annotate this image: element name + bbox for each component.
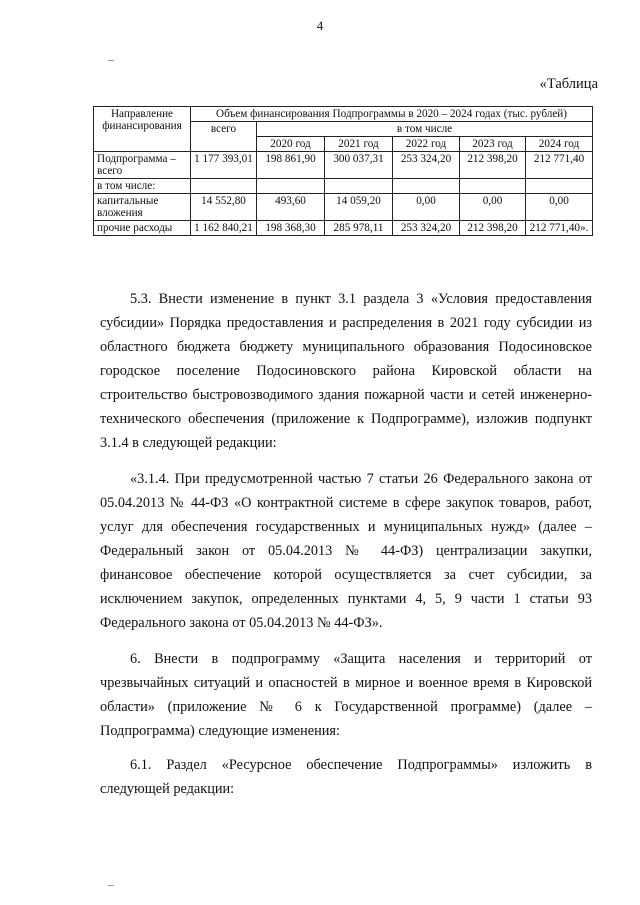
cell-value: 0,00 xyxy=(526,194,593,221)
row-label: капитальные вложения xyxy=(94,194,191,221)
financing-table xyxy=(93,106,593,236)
cell-value: 300 037,31 xyxy=(325,152,393,179)
cell-value: 285 978,11 xyxy=(325,221,393,236)
cell-value: 253 324,20 xyxy=(393,221,460,236)
table-row xyxy=(94,194,593,221)
cell-value: 212 771,40». xyxy=(526,221,593,236)
header-volume: Объем финансирования Подпрограммы в 2020 – 2024 годах (тыс. рублей) xyxy=(191,107,593,122)
cell-value: 0,00 xyxy=(393,194,460,221)
table-row xyxy=(94,179,593,194)
cell-value: 198 368,30 xyxy=(257,221,325,236)
paragraph-5-3: 5.3. Внести изменение в пункт 3.1 раздела 3 «Условия предоставления субсидии» Порядка предоставления и распределения в 2021 году субсидии из областного бюджета бюджету муниципального образования Подосиновское городское поселение Подосиновского района Кировской области на строительство быстровозводимого здания пожарной части и сетей инженерно-технического обеспечения (приложение к Подпрограмме), изложив подпункт 3.1.4 в следующей редакции: xyxy=(100,291,592,451)
cell-value xyxy=(393,179,460,194)
cell-value: 14 552,80 xyxy=(191,194,257,221)
cell-value: 198 861,90 xyxy=(257,152,325,179)
row-label: Подпрограмма – всего xyxy=(94,152,191,179)
header-including: в том числе xyxy=(257,122,593,137)
paragraph-6: 6. Внести в подпрограмму «Защита населения и территорий от чрезвычайных ситуаций и опасностей в мирное и военное время в Кировской области» (приложение № 6 к Государственной программе) (далее – Подпрограмма) следующие изменения: xyxy=(100,651,592,739)
cell-value: 493,60 xyxy=(257,194,325,221)
margin-mark xyxy=(108,885,114,886)
cell-value: 212 398,20 xyxy=(460,152,526,179)
table-row xyxy=(94,221,593,236)
cell-value: 212 771,40 xyxy=(526,152,593,179)
page-number: 4 xyxy=(316,18,324,33)
header-year: 2024 год xyxy=(526,137,593,152)
paragraph-3-1-4: «3.1.4. При предусмотренной частью 7 статьи 26 Федерального закона от 05.04.2013 № 44-ФЗ «О контрактной системе в сфере закупок товаров, работ, услуг для обеспечения государственных и муниципальных нужд» (далее – Федеральный закон от 05.04.2013 № 44-ФЗ) централизации закупки, финансовое обеспечение которой осуществляется за счет субсидии, за исключением закупок, определенных пунктами 4, 5, 9 части 1 статьи 93 Федерального закона от 05.04.2013 № 44-ФЗ». xyxy=(100,471,592,631)
margin-mark xyxy=(108,60,114,61)
cell-value xyxy=(325,179,393,194)
cell-value: 1 162 840,21 xyxy=(191,221,257,236)
header-year: 2023 год xyxy=(460,137,526,152)
cell-value: 14 059,20 xyxy=(325,194,393,221)
header-year: 2020 год xyxy=(257,137,325,152)
cell-value xyxy=(526,179,593,194)
header-direction: Направление финансирования xyxy=(94,107,191,152)
table-row xyxy=(94,152,593,179)
row-label: в том числе: xyxy=(94,179,191,194)
cell-value xyxy=(257,179,325,194)
header-year: 2021 год xyxy=(325,137,393,152)
cell-value: 1 177 393,01 xyxy=(191,152,257,179)
header-year: 2022 год xyxy=(393,137,460,152)
row-label: прочие расходы xyxy=(94,221,191,236)
cell-value xyxy=(460,179,526,194)
cell-value: 253 324,20 xyxy=(393,152,460,179)
paragraph-6-1: 6.1. Раздел «Ресурсное обеспечение Подпрограммы» изложить в следующей редакции: xyxy=(100,757,592,797)
table-caption: «Таблица xyxy=(539,76,598,92)
cell-value: 212 398,20 xyxy=(460,221,526,236)
table-header-row xyxy=(94,107,593,122)
cell-value xyxy=(191,179,257,194)
cell-value: 0,00 xyxy=(460,194,526,221)
header-total: всего xyxy=(191,122,257,152)
